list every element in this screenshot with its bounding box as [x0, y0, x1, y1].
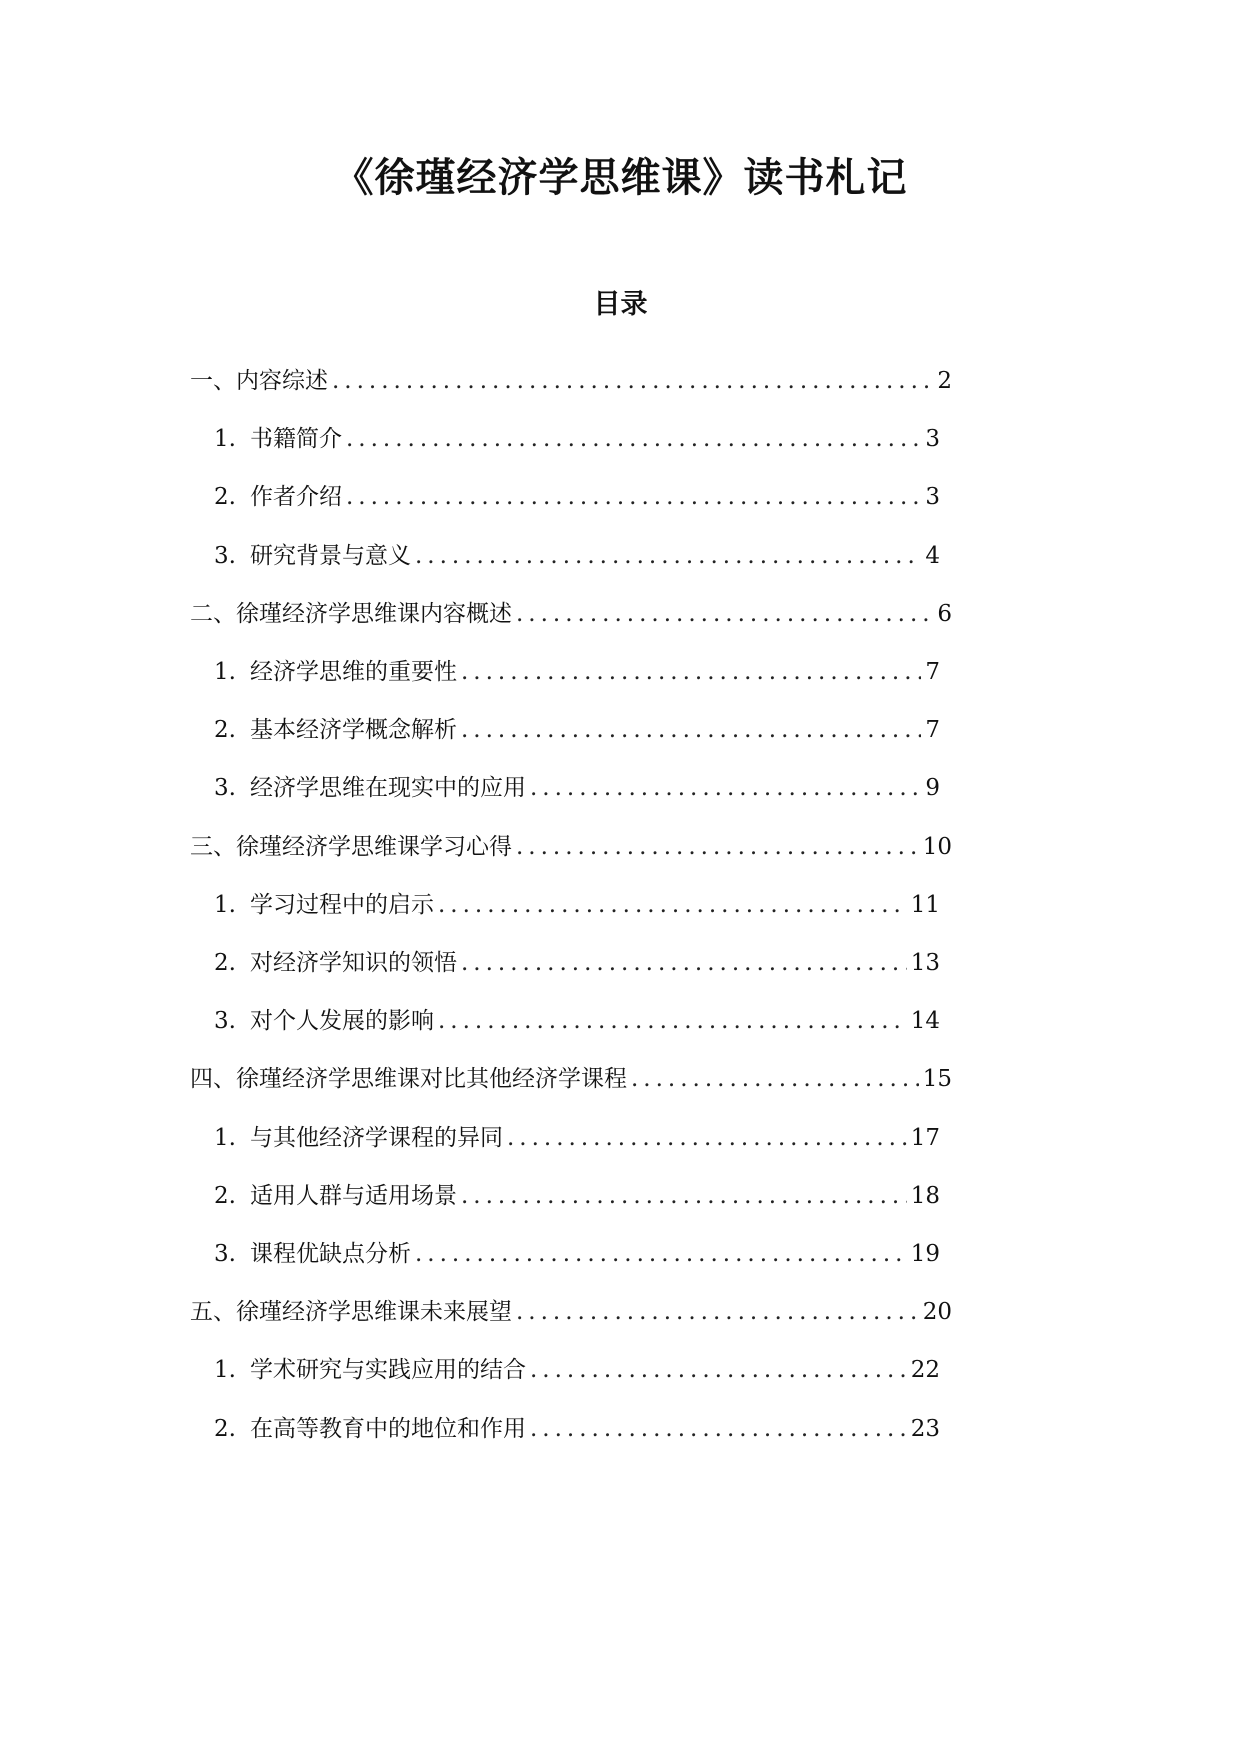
toc-entry[interactable] — [214, 1119, 940, 1153]
toc-dot-leader — [415, 1241, 907, 1267]
toc-entry-page-number: 17 — [910, 1125, 940, 1151]
toc-entry[interactable] — [190, 1293, 952, 1327]
toc-entry-page-number: 15 — [922, 1066, 952, 1092]
toc-dot-leader — [438, 1008, 907, 1034]
toc-entry[interactable] — [214, 1177, 940, 1211]
toc-dot-leader — [346, 484, 921, 510]
toc-dot-leader — [461, 659, 921, 685]
toc-entry[interactable] — [190, 595, 952, 629]
toc-entry-number: 2. — [214, 717, 236, 743]
toc-entry-page-number: 11 — [910, 892, 940, 918]
toc-entry-page-number: 22 — [910, 1357, 940, 1383]
toc-entry[interactable] — [214, 537, 940, 571]
toc-entry-number: 3. — [214, 1008, 236, 1034]
toc-dot-leader — [516, 1299, 919, 1325]
toc-entry-title: 对经济学知识的领悟 — [250, 950, 457, 976]
toc-entry-page-number: 6 — [937, 601, 952, 627]
toc-entry[interactable] — [214, 769, 940, 803]
toc-entry[interactable] — [190, 362, 952, 396]
toc-entry-title: 四、徐瑾经济学思维课对比其他经济学课程 — [190, 1066, 627, 1092]
toc-entry-page-number: 4 — [925, 543, 940, 569]
toc-entry-number: 1. — [214, 1357, 236, 1383]
toc-entry-title: 适用人群与适用场景 — [250, 1183, 457, 1209]
toc-entry-number: 3. — [214, 1241, 236, 1267]
toc-entry-title: 课程优缺点分析 — [250, 1241, 411, 1267]
toc-entry-number: 1. — [214, 426, 236, 452]
toc-entry-page-number: 20 — [922, 1299, 952, 1325]
toc-entry-title: 学习过程中的启示 — [250, 892, 434, 918]
toc-entry-title: 书籍简介 — [250, 426, 342, 452]
toc-entry[interactable] — [214, 478, 940, 512]
toc-entry-page-number: 3 — [925, 484, 940, 510]
toc-dot-leader — [415, 543, 921, 569]
toc-entry-title: 基本经济学概念解析 — [250, 717, 457, 743]
toc-entry-title: 二、徐瑾经济学思维课内容概述 — [190, 601, 512, 627]
toc-entry-number: 1. — [214, 1125, 236, 1151]
toc-entry-page-number: 23 — [910, 1416, 940, 1442]
toc-dot-leader — [461, 950, 907, 976]
toc-dot-leader — [530, 775, 921, 801]
toc-entry-title: 经济学思维在现实中的应用 — [250, 775, 526, 801]
toc-entry[interactable] — [214, 711, 940, 745]
toc-entry-number: 1. — [214, 659, 236, 685]
toc-entry[interactable] — [190, 828, 952, 862]
toc-dot-leader — [438, 892, 907, 918]
toc-entry-page-number: 14 — [910, 1008, 940, 1034]
toc-entry-page-number: 3 — [925, 426, 940, 452]
toc-entry[interactable] — [214, 1002, 940, 1036]
toc-dot-leader — [516, 601, 933, 627]
toc-entry-number: 1. — [214, 892, 236, 918]
toc-dot-leader — [516, 834, 919, 860]
toc-dot-leader — [631, 1066, 919, 1092]
toc-entry[interactable] — [214, 944, 940, 978]
toc-entry-title: 学术研究与实践应用的结合 — [250, 1357, 526, 1383]
toc-dot-leader — [530, 1416, 907, 1442]
toc-entry-page-number: 19 — [910, 1241, 940, 1267]
toc-entry[interactable] — [214, 1235, 940, 1269]
toc-entry-number: 3. — [214, 775, 236, 801]
toc-dot-leader — [507, 1125, 907, 1151]
toc-entry-page-number: 18 — [910, 1183, 940, 1209]
toc-entry-title: 经济学思维的重要性 — [250, 659, 457, 685]
toc-entry-title: 与其他经济学课程的异同 — [250, 1125, 503, 1151]
toc-dot-leader — [332, 368, 933, 394]
toc-entry-page-number: 2 — [937, 368, 952, 394]
toc-entry-title: 研究背景与意义 — [250, 543, 411, 569]
toc-entry-title: 对个人发展的影响 — [250, 1008, 434, 1034]
toc-entry-page-number: 7 — [925, 717, 940, 743]
toc-entry-page-number: 9 — [925, 775, 940, 801]
toc-dot-leader — [461, 717, 921, 743]
toc-entry[interactable] — [190, 1060, 952, 1094]
document-title: 《徐瑾经济学思维课》读书札记 — [333, 155, 908, 201]
toc-dot-leader — [461, 1183, 907, 1209]
toc-dot-leader — [530, 1357, 907, 1383]
toc-entry-number: 2. — [214, 1183, 236, 1209]
toc-entry[interactable] — [214, 420, 940, 454]
toc-entry-page-number: 13 — [910, 950, 940, 976]
toc-entry-title: 一、内容综述 — [190, 368, 328, 394]
toc-entry-page-number: 7 — [925, 659, 940, 685]
toc-dot-leader — [346, 426, 921, 452]
toc-entry[interactable] — [214, 886, 940, 920]
toc-entry[interactable] — [214, 1351, 940, 1385]
toc-entry-title: 在高等教育中的地位和作用 — [250, 1416, 526, 1442]
toc-heading: 目录 — [593, 289, 648, 320]
toc-entry-title: 作者介绍 — [250, 484, 342, 510]
toc-entry-title: 三、徐瑾经济学思维课学习心得 — [190, 834, 512, 860]
toc-entry[interactable] — [214, 1410, 940, 1444]
toc-entry-number: 2. — [214, 950, 236, 976]
toc-entry-number: 2. — [214, 484, 236, 510]
toc-entry-title: 五、徐瑾经济学思维课未来展望 — [190, 1299, 512, 1325]
toc-entry-number: 3. — [214, 543, 236, 569]
toc-entry[interactable] — [214, 653, 940, 687]
toc-entry-number: 2. — [214, 1416, 236, 1442]
toc-entry-page-number: 10 — [922, 834, 952, 860]
